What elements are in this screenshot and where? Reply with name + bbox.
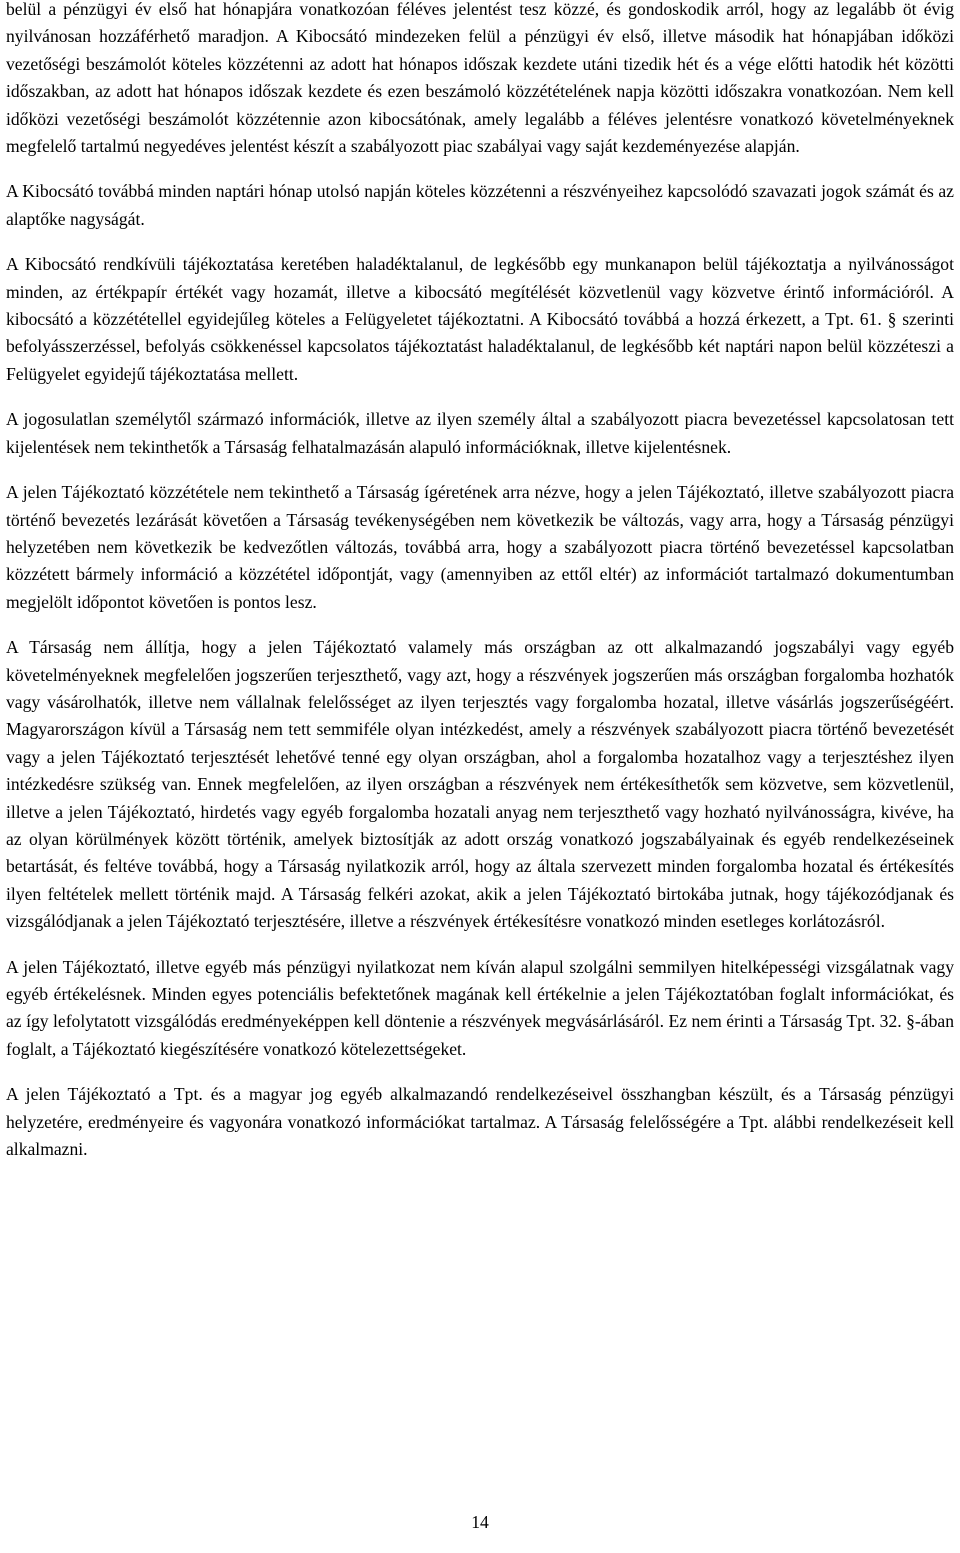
paragraph-extraordinary-disclosure: A Kibocsátó rendkívüli tájékoztatása keretében haladéktalanul, de legkésőbb egy munkanapon belül tájékoztatja a nyilvánosságot minden, az értékpapír értékét vagy hozamát, illetve a kibocsátó megítélését közvetlenül vagy közvetve érintő információról. A kibocsátó a közzététellel egyidejűleg köteles a Felügyeletet tájékoztatni. A Kibocsátó továbbá a hozzá érkezett, a Tpt. 61. § szerinti befolyásszerzéssel, befolyás csökkenéssel kapcsolatos tájékoztatást haladéktalanul, de legkésőbb két naptári napon belül közzéteszi a Felügyelet egyidejű tájékoztatása mellett. — [6, 254, 954, 384]
document-page — [6, 0, 954, 1181]
paragraph-voting-rights: A Kibocsátó továbbá minden naptári hónap utolsó napján köteles közzétenni a részvényeihez kapcsolódó szavazati jogok számát és az alaptőke nagyságát. — [6, 181, 954, 229]
page-number: 14 — [471, 1512, 489, 1532]
paragraph-foreign-distribution: A Társaság nem állítja, hogy a jelen Tájékoztató valamely más országban az ott alkalmazandó jogszabályi vagy egyéb követelményeknek megfelelően jogszerűen terjeszthető, vagy azt, hogy a részvények jogszerűen más országban forgalomba hozhatók vagy vásárolhatók, illetve nem vállalnak felelősséget az ilyen terjesztés vagy forgalomba hozatal, illetve vásárlás jogszerűségéért. Magyarországon kívül a Társaság nem tett semmiféle olyan intézkedést, amely a részvények szabályozott piacra történő bevezetését vagy a jelen Tájékoztató terjesztését lehetővé tenné egy olyan országban, ahol a forgalomba hozatalhoz vagy a terjesztéshez ilyen intézkedésre szükség van. Ennek megfelelően, az ilyen országban a részvények nem értékesíthetők sem közvetve, sem közvetlenül, illetve a jelen Tájékoztató, hirdetés vagy egyéb forgalomba hozatali anyag nem terjeszthető vagy hozható nyilvánosságra, kivéve, ha az olyan körülmények között történik, amelyek biztosítják az adott ország vonatkozó jogszabályainak és egyéb rendelkezéseinek betartását, és feltéve továbbá, hogy a Társaság nyilatkozik arról, hogy az általa szervezett minden forgalomba hozatal és értékesítés ilyen feltételek mellett történik majd. A Társaság felkéri azokat, akik a jelen Tájékoztató birtokába jutnak, hogy tájékozódjanak és vizsgálódjanak a jelen Tájékoztató terjesztésére, illetve a részvények értékesítésre vonatkozó minden esetleges korlátozásról. — [6, 637, 954, 932]
paragraph-unauthorized-information: A jogosulatlan személytől származó információk, illetve az ilyen személy által a szabályozott piacra bevezetéssel kapcsolatosan tett kijelentések nem tekinthetők a Társaság felhatalmazásán alapuló információknak, illetve kijelentésnek. — [6, 409, 954, 457]
paragraph-reporting-obligations: belül a pénzügyi év első hat hónapjára vonatkozóan féléves jelentést tesz közzé, és gondoskodik arról, hogy az legalább öt évig nyilvánosan hozzáférhető maradjon. A Kibocsátó mindezeken felül a pénzügyi év első, illetve második hat hónapjában időközi vezetőségi beszámolót köteles közzétenni az adott hat hónapos időszak kezdete utáni tizedik hét és a vége előtti hatodik hét közötti időszakban, az adott hat hónapos időszak kezdete és ezen beszámoló közzétételének napja közötti időszakra vonatkozóan. Nem kell időközi vezetőségi beszámolót közzétennie azon kibocsátónak, amely legalább a féléves jelentésre vonatkozó követelményeknek megfelelő tartalmú negyedéves jelentést készít a szabályozott piac szabályai vagy saját kezdeményezése alapján. — [6, 0, 954, 157]
paragraph-no-promise: A jelen Tájékoztató közzététele nem tekinthető a Társaság ígéretének arra nézve, hogy a jelen Tájékoztató, illetve szabályozott piacra történő bevezetés lezárását követően a Társaság tevékenységében nem következik be változás, vagy arra, hogy a Társaság pénzügyi helyzetében nem következik be kedvezőtlen változás, továbbá arra, hogy a szabályozott piacra történő bevezetéssel kapcsolatban közzétett bármely információ a közzététel időpontját, vagy (amennyiben az ettől eltér) az információt tartalmazó dokumentumban megjelölt időpontot követően is pontos lesz. — [6, 482, 954, 612]
paragraph-investor-evaluation: A jelen Tájékoztató, illetve egyéb más pénzügyi nyilatkozat nem kíván alapul szolgálni semmilyen hitelképességi vizsgálatnak vagy egyéb értékelésnek. Minden egyes potenciális befektetőnek magának kell értékelnie a jelen Tájékoztatóban foglalt információkat, és az így lefolytatott vizsgálódás eredményeképpen kell döntenie a részvények megvásárlásáról. Ez nem érinti a Társaság Tpt. 32. §-ában foglalt, a Tájékoztató kiegészítésére vonatkozó kötelezettségeket. — [6, 956, 954, 1059]
paragraph-applicable-law: A jelen Tájékoztató a Tpt. és a magyar jog egyéb alkalmazandó rendelkezéseivel összhangban készült, és a Társaság pénzügyi helyzetére, eredményeire és vagyonára vonatkozó információkat tartalmaz. A Társaság felelősségére a Tpt. alábbi rendelkezéseit kell alkalmazni. — [6, 1084, 954, 1160]
